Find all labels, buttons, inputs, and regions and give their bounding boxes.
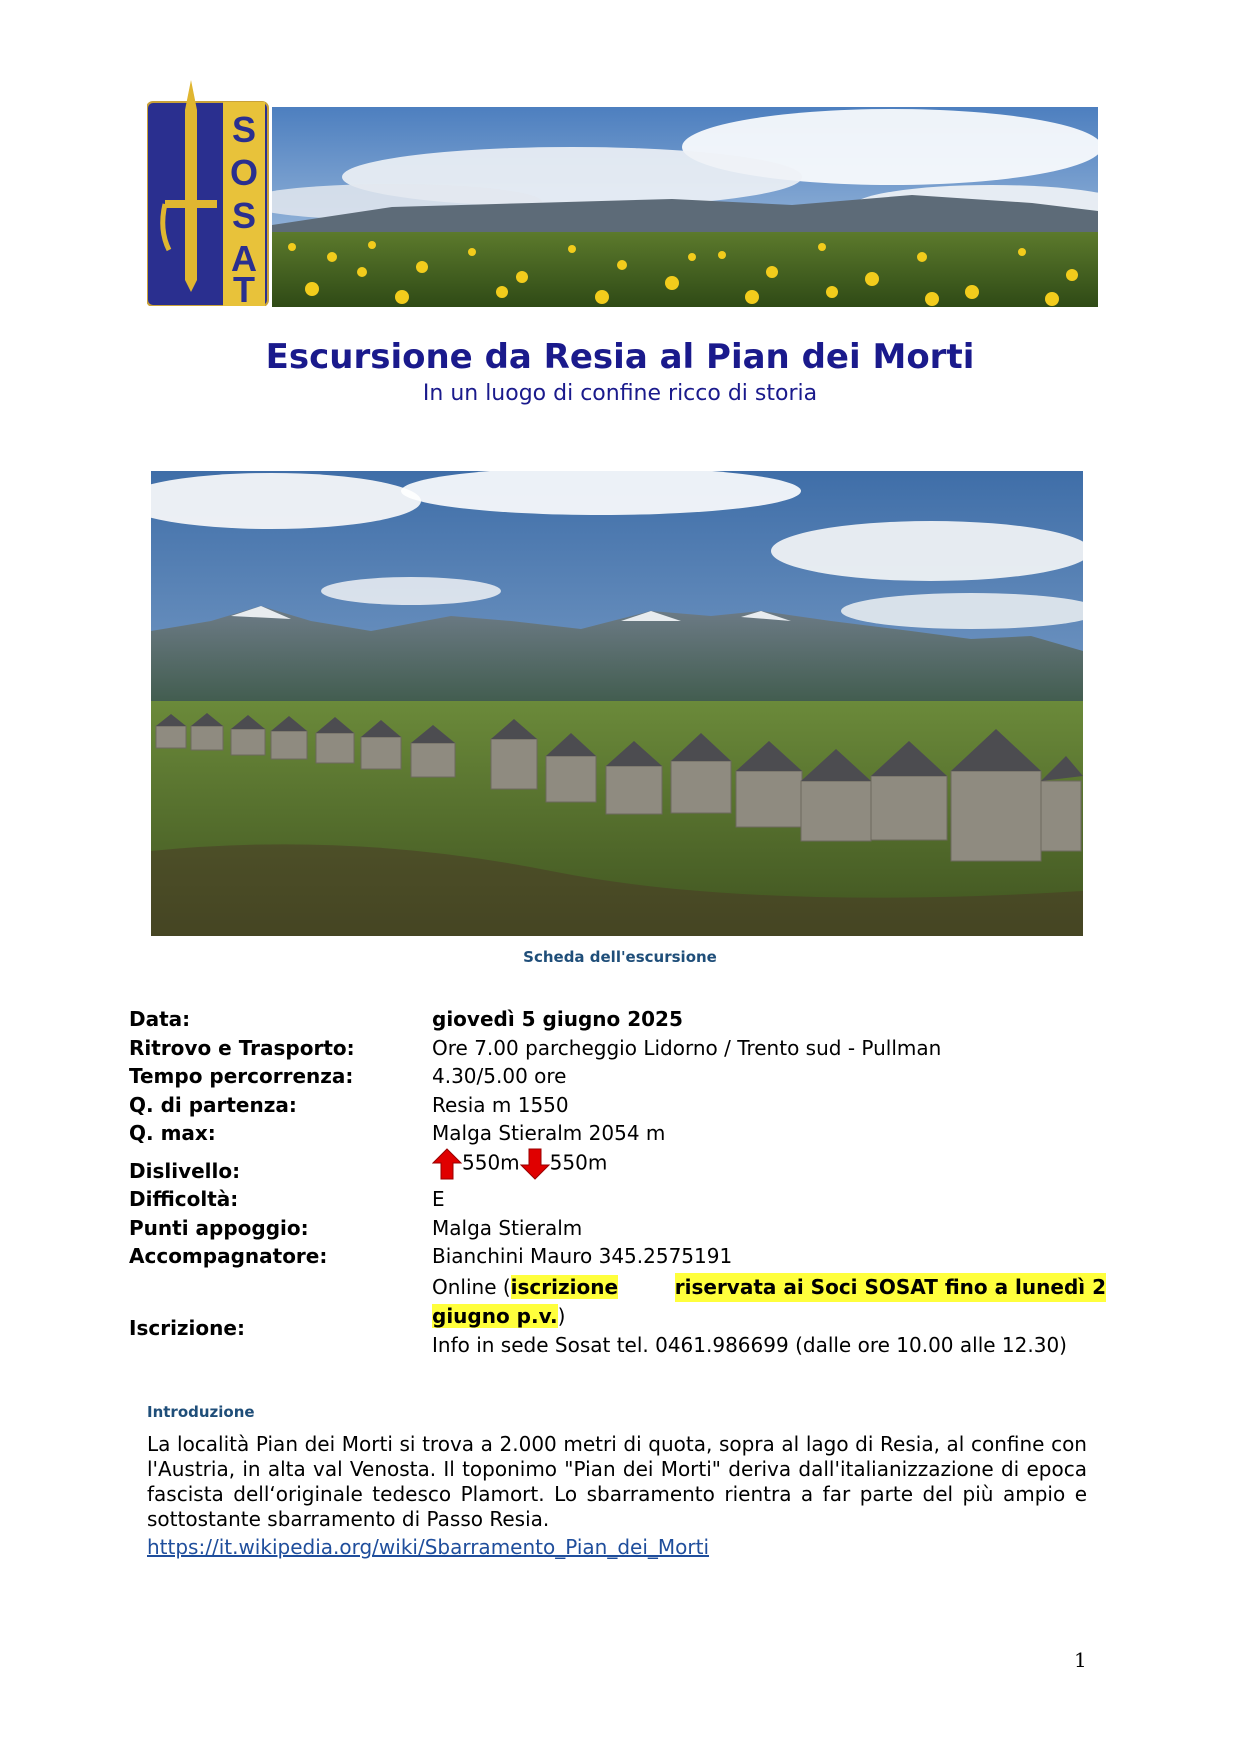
svg-text:A: A (231, 238, 257, 279)
value-ritrovo: Ore 7.00 parcheggio Lidorno / Trento sud - Pullman (432, 1036, 942, 1060)
page-subtitle: In un luogo di confine ricco di storia (422, 381, 818, 406)
value-tempo: 4.30/5.00 ore (432, 1064, 567, 1088)
header-banner-image (272, 107, 1098, 307)
arrow-down-icon (520, 1148, 550, 1180)
arrow-up-icon (432, 1148, 462, 1180)
photo-caption: Scheda dell'escursione (523, 948, 717, 966)
sosat-logo (147, 80, 270, 306)
iscrizione-highlight-1: iscrizione (510, 1275, 619, 1299)
iscrizione-prefix: Online ( (432, 1275, 511, 1299)
svg-text:S: S (231, 195, 257, 236)
label-data: Data: (129, 1007, 191, 1031)
svg-text:O: O (229, 152, 259, 193)
iscrizione-highlight-2: riservata ai Soci SOSAT fino a lunedì 2 (675, 1273, 1106, 1302)
label-partenza: Q. di partenza: (129, 1093, 297, 1117)
iscrizione-line-2 (432, 1302, 1106, 1331)
dislivello-down-value: 550m (549, 1150, 608, 1175)
iscrizione-highlight-3: giugno p.v. (432, 1304, 558, 1328)
label-quota-max: Q. max: (129, 1121, 216, 1145)
svg-text:T: T (233, 269, 255, 306)
label-accompagnatore: Accompagnatore: (129, 1244, 328, 1268)
value-partenza: Resia m 1550 (432, 1093, 569, 1117)
label-appoggio: Punti appoggio: (129, 1216, 309, 1240)
page-title: Escursione da Resia al Pian dei Morti (265, 337, 975, 377)
label-ritrovo: Ritrovo e Trasporto: (129, 1036, 355, 1060)
intro-heading: Introduzione (147, 1403, 255, 1421)
label-dislivello: Dislivello: (129, 1159, 241, 1183)
svg-text:S: S (231, 109, 257, 150)
value-appoggio: Malga Stieralm (432, 1216, 583, 1240)
intro-text: La località Pian dei Morti si trova a 2.000 metri di quota, sopra al lago di Resia, al confine con l'Austria, in alta val Venosta. Il toponimo "Pian dei Morti" deriva dall'italianizzazione di epoca fascista dell‘originale tedesco Plamort. Lo sbarramento rientra a far parte del più ampio e sottostante sbarramento di Passo Resia. (147, 1432, 1087, 1531)
label-tempo: Tempo percorrenza: (129, 1064, 354, 1088)
value-data: giovedì 5 giugno 2025 (432, 1007, 683, 1031)
wikipedia-link[interactable]: https://it.wikipedia.org/wiki/Sbarramento_Pian_dei_Morti (147, 1535, 710, 1559)
dislivello-up-value: 550m (462, 1150, 520, 1175)
value-iscrizione (432, 1273, 1106, 1360)
value-quota-max: Malga Stieralm 2054 m (432, 1121, 666, 1145)
value-accompagnatore: Bianchini Mauro 345.2575191 (432, 1244, 733, 1268)
label-difficolta: Difficoltà: (129, 1187, 239, 1211)
value-dislivello (432, 1148, 607, 1180)
iscrizione-suffix: ) (557, 1304, 566, 1328)
value-difficolta: E (432, 1187, 445, 1211)
main-photo (151, 471, 1083, 936)
label-iscrizione: Iscrizione: (129, 1316, 245, 1340)
page-number: 1 (1074, 1648, 1087, 1672)
iscrizione-info: Info in sede Sosat tel. 0461.986699 (dalle ore 10.00 alle 12.30) (432, 1333, 1067, 1357)
iscrizione-line-1 (432, 1273, 1106, 1302)
